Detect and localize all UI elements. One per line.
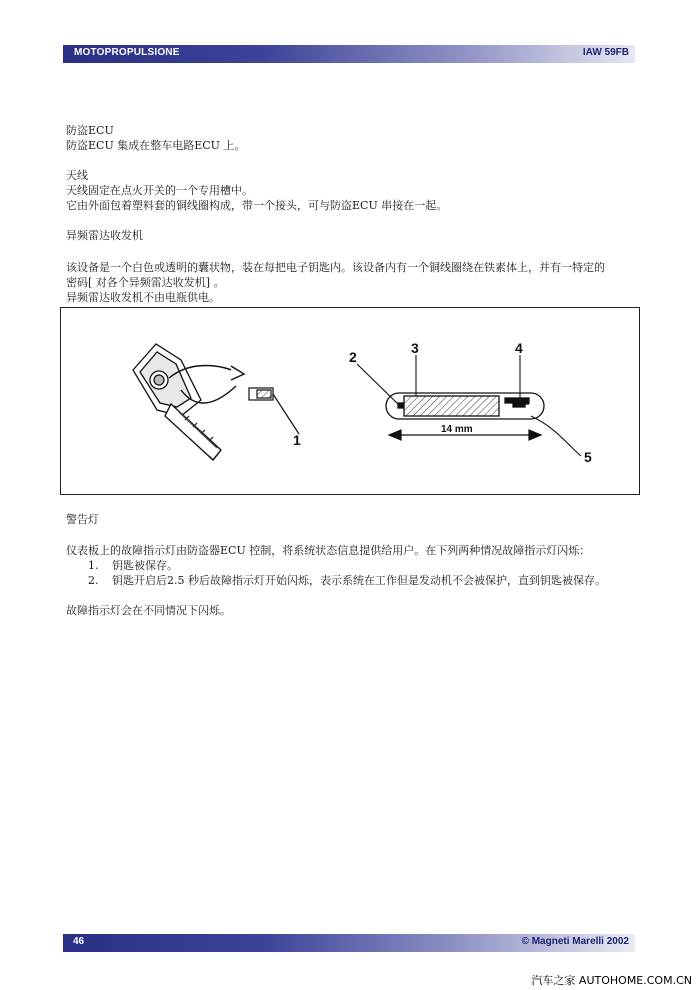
callout-3: 3 bbox=[411, 340, 419, 356]
copyright-notice: © Magneti Marelli 2002 bbox=[521, 936, 629, 947]
warning-heading: 警告灯 bbox=[66, 513, 99, 526]
watermark: 汽车之家 AUTOHOME.COM.CN bbox=[531, 974, 692, 987]
list-item-text: 钥匙开启后2.5 秒后故障指示灯开始闪烁，表示系统在工作但是发动机不会被保护，直到钥匙被保存。 bbox=[112, 574, 606, 587]
transponder-capsule-small bbox=[249, 388, 299, 434]
callout-1: 1 bbox=[293, 432, 301, 448]
page-header bbox=[63, 45, 635, 63]
callout-2: 2 bbox=[349, 349, 357, 365]
dimension-label: 14 mm bbox=[441, 424, 473, 435]
transponder-figure bbox=[60, 307, 640, 495]
warning-paragraph: 仪表板上的故障指示灯由防盗器ECU 控制，将系统状态信息提供给用户。在下列两种情况故障指示灯闪烁： bbox=[66, 544, 591, 557]
warning-list-item bbox=[88, 559, 178, 573]
list-item-number: 2. bbox=[88, 574, 99, 587]
antenna-heading: 天线 bbox=[66, 169, 88, 182]
warning-list-item bbox=[88, 574, 606, 588]
ecu-heading: 防盗ECU bbox=[66, 124, 114, 137]
page-number: 46 bbox=[73, 936, 85, 947]
list-item-text: 钥匙被保存。 bbox=[112, 559, 178, 572]
transponder-paragraph-line2: 密码[ 对各个异频雷达收发机] 。 bbox=[66, 276, 225, 289]
warning-footer-paragraph: 故障指示灯会在不同情况下闪烁。 bbox=[66, 604, 231, 617]
antenna-paragraph-line1: 天线固定在点火开关的一个专用槽中。 bbox=[66, 184, 253, 197]
transponder-heading: 异频雷达收发机 bbox=[66, 229, 143, 242]
list-item-number: 1. bbox=[88, 559, 99, 572]
ecu-paragraph: 防盗ECU 集成在整车电路ECU 上。 bbox=[66, 139, 246, 152]
header-doc-code: IAW 59FB bbox=[582, 47, 629, 58]
callout-4: 4 bbox=[515, 340, 523, 356]
page-footer bbox=[63, 934, 635, 952]
transponder-paragraph-line1: 该设备是一个白色或透明的囊状物，装在每把电子钥匙内。该设备内有一个铜线圈绕在铁素体上，并有一特定的 bbox=[66, 261, 605, 274]
figure-drawing bbox=[61, 308, 641, 496]
callout-5: 5 bbox=[584, 449, 592, 465]
header-section-title: MOTOPROPULSIONE bbox=[74, 47, 180, 58]
transponder-paragraph-line3: 异频雷达收发机不由电瓶供电。 bbox=[66, 291, 220, 304]
antenna-paragraph-line2: 它由外面包着塑料套的铜线圈构成，带一个接头，可与防盗ECU 串接在一起。 bbox=[66, 199, 448, 212]
